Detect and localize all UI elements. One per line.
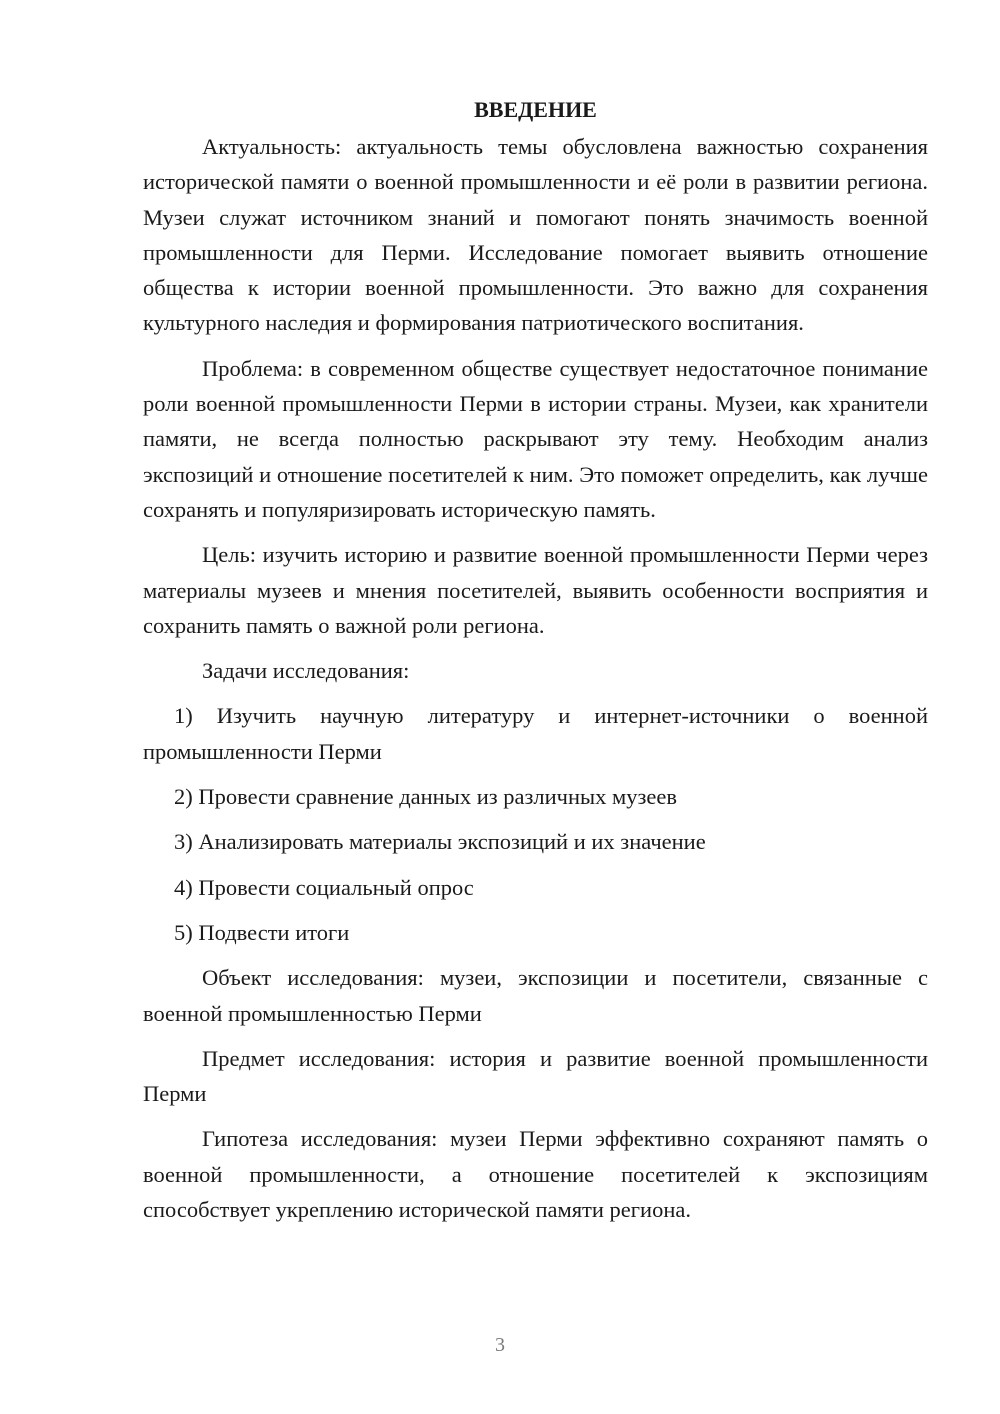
object-paragraph: Объект исследования: музеи, экспозиции и посетители, связанные с военной промышленностью Перми [143,965,928,1026]
tasks-heading: Задачи исследования: [202,658,410,684]
task-item: 2) Провести сравнение данных из различных музеев [174,784,677,810]
page-number: 3 [495,1334,505,1356]
relevance-paragraph: Актуальность: актуальность темы обусловлена важностью сохранения исторической памяти о военной промышленности и её роли в развитии региона. Музеи служат источником знаний и помогают понять значимость военной промышленности для Перми. Исследование помогает выявить отношение общества к истории военной промышленности. Это важно для сохранения культурного наследия и формирования патриотического воспитания. [143,134,928,336]
hypothesis-paragraph: Гипотеза исследования: музеи Перми эффективно сохраняют память о военной промышленности, а отношение посетителей к экспозициям способствует укреплению исторической памяти региона. [143,1126,928,1223]
task-item: 5) Подвести итоги [174,919,350,945]
page-title: ВВЕДЕНИЕ [474,97,597,122]
document-page [143,92,928,1237]
task-item: 4) Провести социальный опрос [174,874,474,900]
task-item: 3) Анализировать материалы экспозиций и их значение [174,829,706,855]
goal-paragraph: Цель: изучить историю и развитие военной промышленности Перми через материалы музеев и мнения посетителей, выявить особенности восприятия и сохранить память о важной роли региона. [143,542,928,638]
subject-paragraph: Предмет исследования: история и развитие военной промышленности Перми [143,1045,928,1107]
task-item: 1) Изучить научную литературу и интернет-источники о военной промышленности Перми [143,703,928,764]
problem-paragraph: Проблема: в современном обществе существует недостаточное понимание роли военной промышленности Перми в истории страны. Музеи, как хранители памяти, не всегда полностью раскрывают эту тему. Необходим анализ экспозиций и отношение посетителей к ним. Это поможет определить, как лучше сохранять и популяризировать историческую память. [143,355,928,522]
